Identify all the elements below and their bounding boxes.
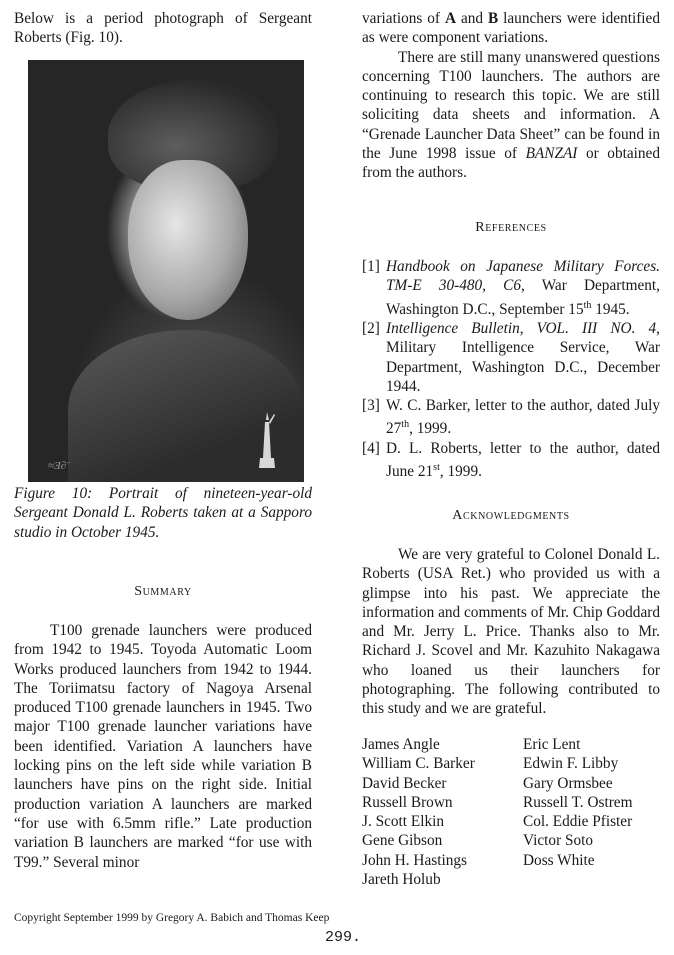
research-text: There are still many unanswered questions concerning T100 launchers. The authors are continuing to research this topic. We are still soliciting data sheets and information. A “Grenade Launcher Data Sheet” can be found in the June 1998 issue of xyxy=(362,48,660,163)
acknowledgments-paragraph xyxy=(362,545,660,719)
reference-number: [4] xyxy=(362,439,380,457)
variation-a-label: A xyxy=(444,10,457,27)
photo-signature: ≈Ǝ∂¨ xyxy=(48,460,70,472)
contributors-column-1 xyxy=(362,735,475,889)
contributor-name: David Becker xyxy=(362,774,447,792)
statue-of-liberty-pin-icon xyxy=(254,410,280,470)
continuation-text xyxy=(362,9,660,48)
contributor-name: J. Scott Elkin xyxy=(362,813,445,831)
reference-title: Intelligence Bulletin, VOL. III NO. 4 xyxy=(386,319,657,337)
cont-post: launchers were identified as were component variations. xyxy=(362,10,660,47)
portrait-photo xyxy=(28,60,304,482)
contributor-name: Russell T. Ostrem xyxy=(523,793,633,811)
summary-text: T100 grenade launchers were produced from 1942 to 1945. Toyoda Automatic Loom Works produced launchers from 1942 to 1944. The Toriimatsu factory of Nagoya Arsenal produced T100 grenade launchers in 1945. Two major T100 grenade launcher variations have been identified. Variation A launchers have locking pins on the left side while variation B launchers have pins on the right side. Initial production variation A launchers are marked “for use with 6.5mm rifle.” Late production variation B launchers are marked “for use with T99.” Several minor xyxy=(14,622,312,871)
references-heading: References xyxy=(475,220,547,235)
contributor-name: John H. Hastings xyxy=(362,851,467,869)
research-paragraph xyxy=(362,48,660,183)
continuation-paragraph xyxy=(362,9,660,183)
reference-item xyxy=(362,257,660,319)
contributor-name: Russell Brown xyxy=(362,793,453,811)
reference-number: [1] xyxy=(362,258,380,275)
reference-item xyxy=(362,396,660,439)
reference-number: [2] xyxy=(362,319,380,337)
contributor-name: Gene Gibson xyxy=(362,832,443,850)
contributor-name: Victor Soto xyxy=(523,832,594,850)
contributor-name: Gary Ormsbee xyxy=(523,774,613,792)
photo-face xyxy=(128,160,248,320)
summary-heading: Summary xyxy=(134,584,192,599)
reference-text: Intelligence Bulletin, VOL. III NO. 4, Military Intelligence Service, War Department, Washington D.C., December 1944. xyxy=(386,319,660,395)
figure-caption: Figure 10: Portrait of nineteen-year-old Sergeant Donald L. Roberts taken at a Sapporo studio in October 1945. xyxy=(14,485,312,541)
contributor-name: Edwin F. Libby xyxy=(523,755,619,773)
contributor-name: Jareth Holub xyxy=(362,871,441,889)
reference-text: Handbook on Japanese Military Forces. TM-E 30-480, C6, War Department, Washington D.C., September 15th 1945. xyxy=(386,258,660,318)
acknowledgments-heading: Acknowledgments xyxy=(452,508,570,523)
variation-b-label: B xyxy=(488,10,499,27)
cont-and: and xyxy=(456,10,488,27)
contributor-name: Col. Eddie Pfister xyxy=(523,813,633,831)
reference-number: [3] xyxy=(362,397,380,415)
reference-item xyxy=(362,319,660,396)
reference-title: Handbook on Japanese Military Forces. TM-E 30-480, C6 xyxy=(386,258,660,295)
intro-paragraph xyxy=(14,9,312,48)
references-list xyxy=(362,257,660,482)
reference-superscript: th xyxy=(401,419,410,431)
reference-text: D. L. Roberts, letter to the author, dated June 21st, 1999. xyxy=(386,439,660,481)
contributor-name: William C. Barker xyxy=(362,755,475,773)
reference-superscript: th xyxy=(583,299,592,311)
banzai-title: BANZAI xyxy=(525,145,578,163)
contributor-name: James Angle xyxy=(362,736,440,753)
reference-superscript: st xyxy=(433,462,440,474)
contributor-name: Doss White xyxy=(523,851,595,869)
research-tail: or obtained from the authors. xyxy=(362,145,660,182)
contributors-column-2 xyxy=(523,735,632,870)
reference-text: W. C. Barker, letter to the author, dated July 27th, 1999. xyxy=(386,397,660,438)
reference-item xyxy=(362,439,660,482)
contributor-name: Eric Lent xyxy=(523,736,581,753)
intro-text: Below is a period photograph of Sergeant Roberts (Fig. 10). xyxy=(14,10,312,47)
page-number: 299. xyxy=(325,929,362,946)
acknowledgments-text: We are very grateful to Colonel Donald L. Roberts (USA Ret.) who provided us with a glimpse into his past. We appreciate the information and comments of Mr. Chip Goddard and Mr. Jerry L. Price. Thanks also to Mr. Richard J. Scovel and Mr. Kazuhito Nakagawa who loaned us their launchers for photographing. The following contributed to this study and we are grateful. xyxy=(362,546,660,718)
cont-pre: variations of xyxy=(362,10,445,27)
summary-paragraph xyxy=(14,621,312,872)
copyright-footer: Copyright September 1999 by Gregory A. Babich and Thomas Keep xyxy=(14,912,330,924)
